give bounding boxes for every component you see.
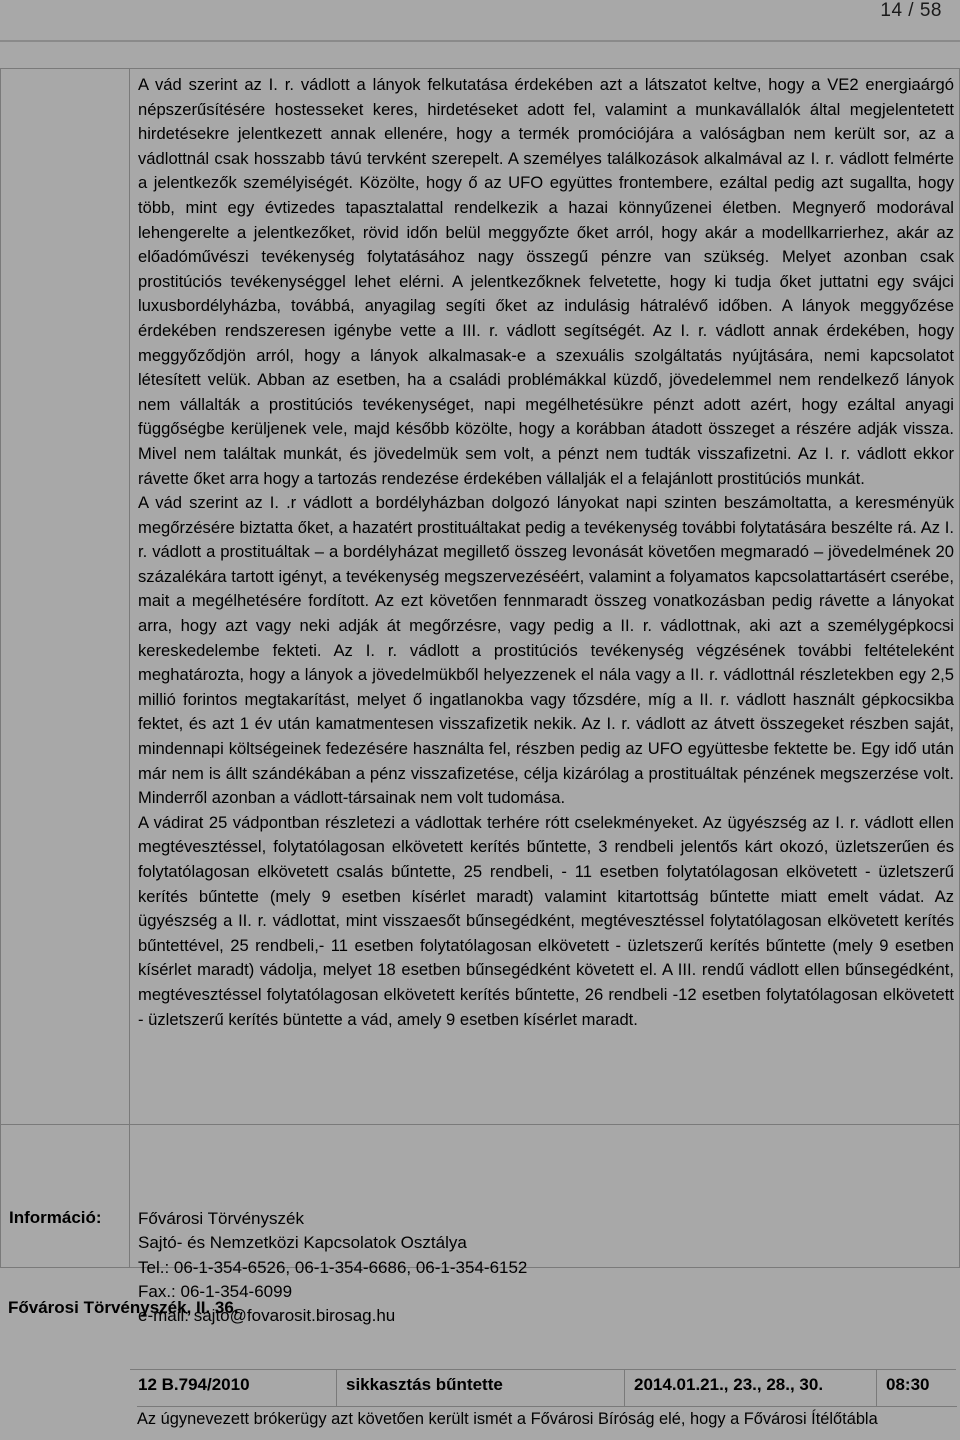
case-charge: sikkasztás bűntette [346,1375,503,1394]
email-address: e-mail: sajto@fovarosit.birosag.hu [138,1306,396,1326]
paragraph: A vád szerint az I. r. vádlott a lányok felkutatása érdekében azt a látszatot keltve, hogy a VE2 energiaárgó népszerűsítésére hostesseket keres, hirdetéseket adott fel, valamint a munkavállalók által megjelentetett hirdetésekre jelentkezett annak ellenére, hogy a termék promóciójára a valóságban nem került sor, az a vádlottnál csak hosszabb távú tervként szerepelt. A személyes találkozások alkalmával az I. r. vádlott felmérte a jelentkezők személyiségét. Közölte, hogy ő az UFO együttes frontembere, ezáltal pedig azt sugallta, hogy több, mint egy évtizedes tapasztalattal rendelkezik a hazai könnyűzenei életben. Megnyerő modorával lehengerelte a jelentkezőket, rövid időn belül meggyőzte őket arról, hogy akár a modellkarrierhez, akár az előadóművészi tevékenység folytatásához nagy összegű pénzre van szükség. Melyet azonban csak prostitúciós tevékenységgel lehet elérni. A jelentkezőknek felvetette, hogy ki tudja őket juttatni egy svájci luxusbordélyházba, továbbá, anyagilag segíti őket az indulásig hátralévő időben. A lányok meggyőzése érdekében rendszeresen igénybe vette a III. r. vádlott segítségét. Az I. r. vádlott annak érdekében, hogy meggyőződjön arról, hogy a lányok alkalmasak-e a szexuális szolgáltatás nyújtására, nemi kapcsolatot létesített velük. Abban az esetben, ha a családi problémákkal küzdő, jövedelemmel nem rendelkező lányok nem vállalták a prostitúciós tevékenységet, napi megélhetésükre pénzt adott azért, hogy ezáltal anyagi függőségbe kerüljenek vele, majd később közölte, hogy a korábban átadott összeget a részére adják vissza. Mivel nem találtak munkát, és jövedelmük sem volt, a pénzt nem tudták visszafizetni. Az I. r. vádlott ekkor rávette őket arra hogy a tartozás rendezése érdekében vállalják el a felajánlott prostitúciós munkát. [138,75,954,488]
court-name: Fővárosi Törvényszék [138,1209,304,1228]
case-header-row [130,1369,956,1406]
indictment-text [138,73,954,1032]
fax-number: Fax.: 06-1-354-6099 [138,1281,293,1301]
cell-divider [336,1370,337,1406]
information-label: Információ: [9,1208,102,1227]
header-divider [0,40,960,42]
label-column [1,69,130,1267]
court-location-heading: Fővárosi Törvényszék, II. 36. [8,1298,239,1317]
phone-numbers: Tel.: 06-1-354-6526, 06-1-354-6686, 06-1-354-6152 [138,1257,528,1277]
paragraph: A vád szerint az I. .r vádlott a bordélyházban dolgozó lányokat napi szinten beszámoltatta, a keresményük megőrzésére biztatta őket, a hazatért prostituáltakat pedig a tevékenység további folytatására beszélte rá. Az I. r. vádlott a prostituáltak – a bordélyházat megillető összeg levonását követően megmaradó – jövedelmének 20 százalékára tartott igényt, a tevékenység megszervezéséért, valamint a folyamatos kapcsolattartásért cserébe, mait a megélhetésére fordított. Az ezt követően fennmaradt összeg vonatkozásban pedig rávette a lányokat arra, hogy azt vagy neki adják át megőrzésre, vagy pedig a II. r. vádlottnak, aki azt a személygépkocsi kereskedelembe fekteti. Az I. r. vádlott a prostitúciós tevékenység végzésének további feltételeként meghatározta, hogy a lányok a jövedelmükből helyezzenek el nála vagy a II. r. vádlottnál részletekben egy 2,5 millió forintos megtakarítást, melyet ő ingatlanokba vagy tőzsdére, míg a II. r. vádlott használt gépkocsikba fektet, és azt 1 év után kamatmentesen visszafizetik nekik. Az I. r. vádlott az átvett összegeket részben saját, mindennapi költségeinek fedezésére használta fel, részben pedig az UFO együttesbe fektette be. Egy idő után már nem is állt szándékában a pénz visszafizetése, célja kizárólag a prostituáltak pénzének megszerzése volt. Minderről azonban a vádlott-társainak nem volt tudomása. [138,493,954,808]
cell-divider [876,1370,877,1406]
paragraph: A vádirat 25 vádpontban részletezi a vádlottak terhére rótt cselekményeket. Az ügyészség az I. r. vádlott ellen megtévesztéssel, folytatólagosan elkövetett kerítés bűntette, 3 rendbeli jelentős kárt okozó, üzletszerűen és folytatólagosan elkövetett csalás bűntette, 25 rendbeli, - 11 esetben folytatólagosan elkövetett - üzletszerű kerítés bűntette (mely 9 esetben kísérlet maradt) valamint kitartottság bűntette miatt emelt vádat. Az ügyészség a II. r. vádlottat, mint visszaesőt bűnsegédként, megtévesztéssel folytatólagosan elkövetett kerítés bűntettével, 25 rendbeli,- 11 esetben folytatólagosan elkövetett - üzletszerű kerítés bűntette (mely 9 esetben kísérlet maradt) vádolja, melyet 18 esetben bűnsegédként követett el. A III. rendű vádlott ellen bűnsegédként, megtévesztéssel folytatólagosan elkövetett kerítés bűntette, 26 rendbeli -12 esetben folytatólagosan elkövetett - üzletszerű kerítés büntette a vád, amely 9 esetben kísérlet maradt. [138,812,954,1029]
hearing-dates: 2014.01.21., 23., 28., 30. [634,1375,824,1394]
case-number: 12 B.794/2010 [138,1375,250,1394]
hearing-time: 08:30 [886,1375,930,1394]
page-number: 14 / 58 [880,0,942,21]
department-name: Sajtó- és Nemzetközi Kapcsolatok Osztálya [138,1233,467,1253]
case-summary: Az úgynevezett brókerügy azt követően került ismét a Fővárosi Bíróság elé, hogy a Fővárosi Ítélőtábla [137,1406,957,1429]
cell-divider [624,1370,625,1406]
